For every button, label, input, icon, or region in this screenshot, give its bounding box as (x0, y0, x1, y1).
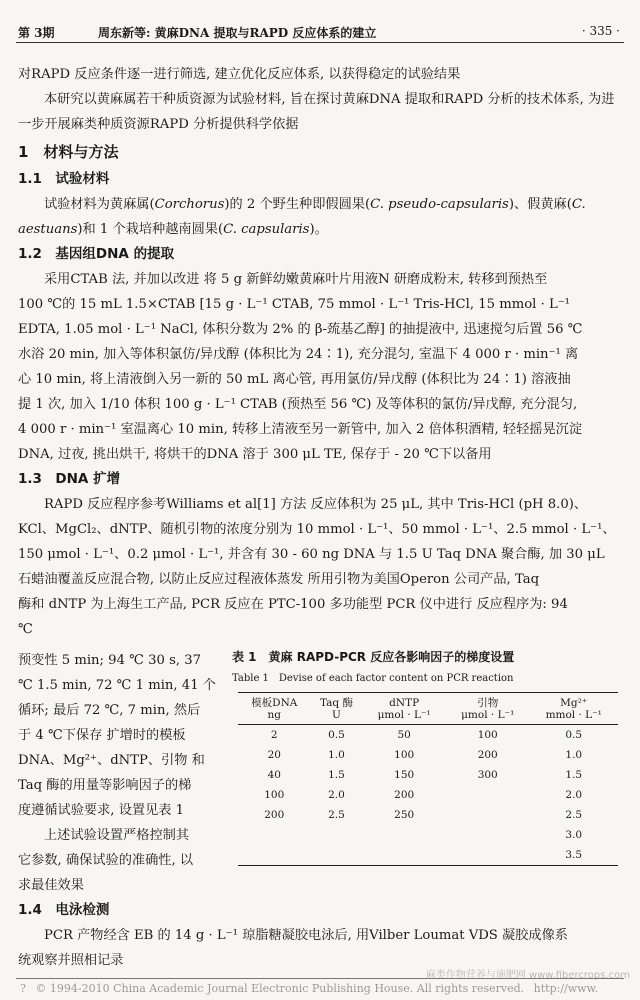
table-cell: 200 (264, 809, 285, 821)
column-name: Taq 酶 (319, 697, 353, 709)
table-cell: 2.5 (328, 809, 345, 821)
table-cell (362, 825, 446, 845)
table-cell (311, 825, 363, 845)
column-header (362, 693, 446, 725)
table-cell: 250 (394, 809, 415, 821)
table-cell: 100 (264, 789, 285, 801)
materials-text: )、假黄麻( (508, 197, 572, 212)
table-row (238, 825, 618, 845)
table-cell: 3.0 (565, 829, 583, 841)
table-cell: 200 (477, 749, 498, 761)
materials-text: )和 1 个栽培种越南圆果( (77, 222, 224, 237)
table-cell: 200 (394, 789, 415, 801)
running-header (16, 22, 624, 43)
table-header-row (238, 693, 618, 725)
species-name: C. capsularis (223, 222, 310, 237)
column-name: Mg²⁺ (560, 697, 588, 709)
table-cell (238, 825, 311, 845)
table-cell (446, 825, 530, 845)
table-cell (238, 845, 311, 866)
column-unit: mmol · L⁻¹ (545, 709, 602, 721)
paragraph-line: 上述试验设置严格控制其 (44, 828, 190, 843)
table-row (238, 745, 618, 765)
table-cell: 100 (477, 729, 498, 741)
table-caption-en: Table 1 Devise of each factor content on PCR reaction (232, 673, 514, 684)
paragraph-line: KCl、MgCl₂、dNTP、随机引物的浓度分别为 10 mmol · L⁻¹、50 mmol · L⁻¹、2.5 mmol · L⁻¹、 (18, 522, 616, 537)
paragraph-line: 度遵循试验要求, 设置见表 1 (18, 803, 185, 818)
paragraph-line: 预变性 5 min; 94 ℃ 30 s, 37 (18, 653, 202, 668)
table-row (238, 785, 618, 805)
paragraph-line: DNA, 过夜, 挑出烘干, 将烘干的DNA 溶于 300 μL TE, 保存于 - 20 ℃下以备用 (18, 447, 492, 462)
table-row (238, 845, 618, 866)
section-1-4 (18, 898, 622, 973)
paragraph-line: EDTA, 1.05 mol · L⁻¹ NaCl, 体积分数为 2% 的 β-巯基乙醇] 的抽提液中, 迅速搅匀后置 56 ℃ (18, 322, 583, 337)
materials-text: )的 2 个野生种即假圆果( (224, 197, 371, 212)
table-row (238, 765, 618, 785)
column-unit: μmol · L⁻¹ (461, 709, 515, 721)
paragraph-line: 水浴 20 min, 加入等体积氯仿/异戊醇 (体积比为 24∶1), 充分混匀, 室温下 4 000 r · min⁻¹ 离 (18, 347, 579, 362)
paragraph-line: ℃ (18, 622, 33, 637)
table-row (238, 805, 618, 825)
paragraph-line: 采用CTAB 法, 并加以改进 将 5 g 新鲜幼嫩黄麻叶片用液N 研磨成粉末, 转移到预热至 (44, 272, 548, 287)
paragraph-line: 酶和 dNTP 为上海生工产品, PCR 反应在 PTC-100 多功能型 PCR 仪中进行 反应程序为: 94 (18, 597, 568, 612)
column-header (529, 693, 618, 725)
paragraph-line: 100 ℃的 15 mL 1.5×CTAB [15 g · L⁻¹ CTAB, 75 mmol · L⁻¹ Tris-HCl, 15 mmol · L⁻¹ (18, 297, 570, 312)
column-header (238, 693, 311, 725)
column-unit: ng (267, 709, 282, 721)
amplification-program-column (18, 648, 216, 898)
section-heading-1-4: 1.4 电泳检测 (18, 902, 110, 918)
section-heading-1: 1 材料与方法 (18, 143, 119, 161)
table-cell: 2 (270, 729, 278, 741)
table-cell: 0.5 (328, 729, 345, 741)
table-cell: 300 (477, 769, 498, 781)
footer-divider (16, 978, 624, 979)
table-cell (446, 845, 530, 866)
table-cell (362, 845, 446, 866)
site-watermark: 麻类作物营养与施肥网 www.fibercrops.com (425, 970, 630, 981)
page-number: · 335 · (581, 24, 620, 38)
column-header (311, 693, 363, 725)
table-cell: 20 (267, 749, 281, 761)
paragraph-line: 求最佳效果 (18, 878, 84, 893)
paragraph-line: 150 μmol · L⁻¹、0.2 μmol · L⁻¹, 并含有 30 - 60 ng DNA 与 1.5 U Taq DNA 聚合酶, 加 30 μL (18, 547, 605, 562)
paragraph-line: 它参数, 确保试验的准确性, 以 (18, 853, 194, 868)
table-cell (311, 845, 363, 866)
table-cell: 1.5 (565, 769, 583, 781)
table-cell: 1.0 (328, 749, 345, 761)
paragraph-line: 统观察并照相记录 (18, 953, 124, 968)
paragraph-line: 循环; 最后 72 ℃, 7 min, 然后 (18, 703, 201, 718)
paragraph-line: DNA、Mg²⁺、dNTP、引物 和 (18, 753, 205, 768)
column-name: dNTP (389, 697, 420, 709)
table-cell: 0.5 (565, 729, 583, 741)
table-caption-zh: 表 1 黄麻 RAPD-PCR 反应各影响因子的梯度设置 (232, 650, 515, 664)
factor-gradient-table (238, 692, 618, 866)
paragraph-line: 提 1 次, 加入 1/10 体积 100 g · L⁻¹ CTAB (预热至 56 ℃) 及等体积的氯仿/异戊醇, 充分混匀, (18, 397, 578, 412)
materials-text: )。 (309, 222, 328, 237)
table-cell: 2.5 (565, 809, 583, 821)
footer-url: http://www. (533, 982, 599, 995)
paragraph-line: PCR 产物经含 EB 的 14 g · L⁻¹ 琼脂糖凝胶电泳后, 用Vilber Loumat VDS 凝胶成像系 (44, 928, 568, 943)
table-cell: 100 (394, 749, 415, 761)
footer-page-mark: ? (20, 982, 26, 995)
column-header (446, 693, 530, 725)
footer-copyright: © 1994-2010 China Academic Journal Electronic Publishing House. All rights reserved. (35, 982, 525, 995)
table-cell: 2.0 (565, 789, 583, 801)
paragraph-line: RAPD 反应程序参考Williams et al[1] 方法 反应体积为 25 μL, 其中 Tris-HCl (pH 8.0)、 (44, 497, 588, 512)
species-name: C. pseudo-capsularis (370, 197, 509, 212)
intro-paragraph: 本研究以黄麻属若干种质资源为试验材料, 旨在探讨黄麻DNA 提取和RAPD 分析的技术体系, 为进一步开展麻类种质资源RAPD 分析提供科学依据 (18, 92, 615, 132)
paragraph-line: Taq 酶的用量等影响因子的梯 (18, 778, 192, 793)
genus-name: Corchorus (154, 197, 225, 212)
dna-extraction-paragraph (18, 267, 622, 467)
table-cell: 1.5 (328, 769, 345, 781)
table-cell: 150 (394, 769, 415, 781)
paragraph-line: ℃ 1.5 min, 72 ℃ 1 min, 41 个 (18, 678, 216, 693)
table-row (238, 725, 618, 746)
running-title: 周东新等: 黄麻DNA 提取与RAPD 反应体系的建立 (98, 26, 377, 40)
column-name: 模板DNA (251, 697, 298, 709)
table-cell (446, 785, 530, 805)
paragraph-line: 4 000 r · min⁻¹ 室温离心 10 min, 转移上清液至另一新管中, 加入 2 倍体积酒精, 轻轻摇晃沉淀 (18, 422, 583, 437)
table-cell: 1.0 (565, 749, 583, 761)
copyright-footer (20, 982, 620, 995)
section-heading-1-2: 1.2 基因组DNA 的提取 (18, 246, 175, 262)
dna-amplification-paragraph (18, 492, 622, 642)
column-name: 引物 (477, 697, 499, 709)
issue-number: 第 3期 (18, 26, 55, 40)
table-cell: 2.0 (328, 789, 345, 801)
table-cell: 40 (267, 769, 281, 781)
table-cell: 3.5 (529, 845, 618, 866)
intro-continuation: 对RAPD 反应条件逐一进行筛选, 建立优化反应体系, 以获得稳定的试验结果 (18, 67, 461, 82)
column-unit: μmol · L⁻¹ (377, 709, 431, 721)
column-unit: U (332, 709, 341, 721)
section-heading-1-1: 1.1 试验材料 (18, 171, 110, 187)
materials-text: 试验材料为黄麻属( (44, 197, 155, 212)
table-cell: 50 (397, 729, 411, 741)
intro-section (18, 62, 622, 642)
materials-paragraph (18, 192, 622, 242)
species-name: C. aestuans (18, 197, 586, 237)
paragraph-line: 石蜡油覆盖反应混合物, 以防止反应过程液体蒸发 所用引物为美国Operon 公司产品, Taq (18, 572, 540, 587)
table-1 (228, 648, 628, 861)
paragraph-line: 于 4 ℃下保存 扩增时的模板 (18, 728, 186, 743)
table-cell (446, 805, 530, 825)
section-heading-1-3: 1.3 DNA 扩增 (18, 471, 121, 487)
paragraph-line: 心 10 min, 将上清液倒入另一新的 50 mL 离心管, 再用氯仿/异戊醇 (体积比为 24∶1) 溶液抽 (18, 372, 571, 387)
